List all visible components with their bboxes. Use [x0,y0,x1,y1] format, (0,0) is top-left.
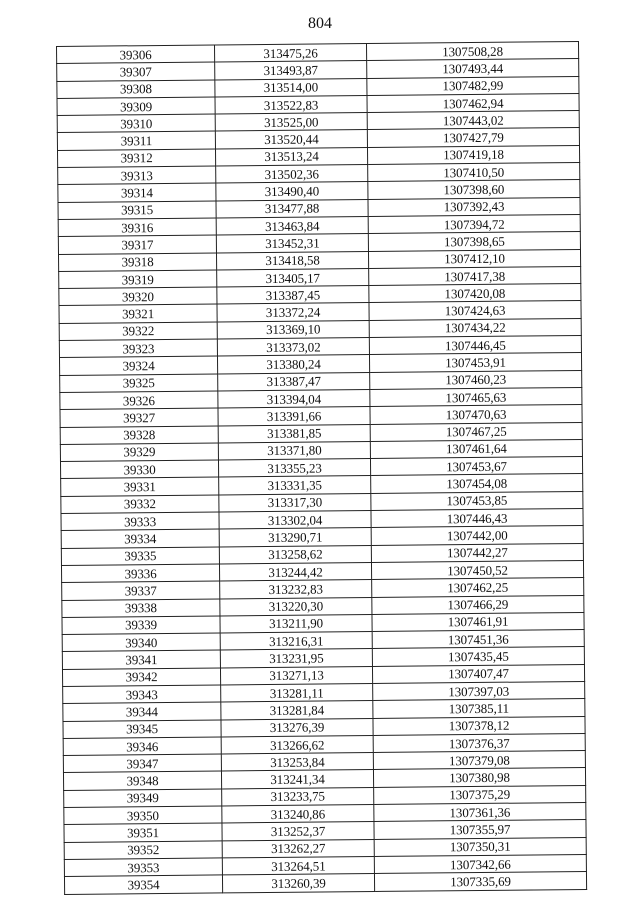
point-number-cell: 39335 [61,547,219,566]
y-coordinate-cell: 1307376,37 [373,733,585,752]
y-coordinate-cell: 1307335,69 [374,872,586,891]
x-coordinate-cell: 313317,30 [219,493,371,512]
point-number-cell: 39338 [62,598,220,617]
y-coordinate-cell: 1307467,25 [370,422,582,441]
point-number-cell: 39328 [60,425,218,444]
y-coordinate-cell: 1307378,12 [373,716,585,735]
y-coordinate-cell: 1307417,38 [369,266,581,285]
y-coordinate-cell: 1307435,45 [372,647,584,666]
point-number-cell: 39349 [64,789,222,808]
y-coordinate-cell: 1307451,36 [372,630,584,649]
point-number-cell: 39321 [59,304,217,323]
x-coordinate-cell: 313264,51 [222,856,374,875]
y-coordinate-cell: 1307442,00 [371,526,583,545]
y-coordinate-cell: 1307443,02 [367,111,579,130]
x-coordinate-cell: 313418,58 [216,251,368,270]
point-number-cell: 39351 [64,823,222,842]
point-number-cell: 39319 [59,270,217,289]
point-number-cell: 39334 [61,529,219,548]
point-number-cell: 39327 [60,408,218,427]
x-coordinate-cell: 313355,23 [218,459,370,478]
y-coordinate-cell: 1307420,08 [369,284,581,303]
point-number-cell: 39318 [58,253,216,272]
point-number-cell: 39309 [57,97,215,116]
point-number-cell: 39329 [60,443,218,462]
point-number-cell: 39333 [61,512,219,531]
point-number-cell: 39353 [64,858,222,877]
point-number-cell: 39326 [60,391,218,410]
x-coordinate-cell: 313463,84 [216,216,368,235]
x-coordinate-cell: 313520,44 [215,130,367,149]
x-coordinate-cell: 313252,37 [222,822,374,841]
y-coordinate-cell: 1307342,66 [374,854,586,873]
x-coordinate-cell: 313369,10 [217,320,369,339]
x-coordinate-cell: 313233,75 [222,787,374,806]
x-coordinate-cell: 313391,66 [218,407,370,426]
y-coordinate-cell: 1307397,03 [373,681,585,700]
x-coordinate-cell: 313281,84 [221,701,373,720]
y-coordinate-cell: 1307412,10 [368,249,580,268]
y-coordinate-cell: 1307434,22 [369,318,581,337]
point-number-cell: 39323 [59,339,217,358]
y-coordinate-cell: 1307462,94 [367,93,579,112]
x-coordinate-cell: 313513,24 [215,147,367,166]
x-coordinate-cell: 313262,27 [222,839,374,858]
x-coordinate-cell: 313387,47 [218,372,370,391]
y-coordinate-cell: 1307424,63 [369,301,581,320]
x-coordinate-cell: 313381,85 [218,424,370,443]
table-row [64,872,586,894]
x-coordinate-cell: 313394,04 [218,389,370,408]
y-coordinate-cell: 1307375,29 [374,785,586,804]
y-coordinate-cell: 1307470,63 [370,405,582,424]
point-number-cell: 39331 [61,477,219,496]
point-number-cell: 39348 [63,771,221,790]
x-coordinate-cell: 313387,45 [217,286,369,305]
y-coordinate-cell: 1307446,45 [369,336,581,355]
point-number-cell: 39344 [63,702,221,721]
x-coordinate-cell: 313241,34 [221,770,373,789]
x-coordinate-cell: 313373,02 [217,338,369,357]
point-number-cell: 39347 [63,754,221,773]
point-number-cell: 39306 [57,45,215,64]
y-coordinate-cell: 1307453,91 [369,353,581,372]
point-number-cell: 39354 [64,875,222,894]
y-coordinate-cell: 1307410,50 [368,163,580,182]
x-coordinate-cell: 313290,71 [219,528,371,547]
x-coordinate-cell: 313281,11 [221,683,373,702]
point-number-cell: 39311 [57,131,215,150]
point-number-cell: 39352 [64,841,222,860]
point-number-cell: 39316 [58,218,216,237]
x-coordinate-cell: 313253,84 [221,753,373,772]
x-coordinate-cell: 313271,13 [220,666,372,685]
point-number-cell: 39346 [63,737,221,756]
x-coordinate-cell: 313232,83 [220,580,372,599]
point-number-cell: 39312 [58,149,216,168]
y-coordinate-cell: 1307398,60 [368,180,580,199]
x-coordinate-cell: 313331,35 [219,476,371,495]
y-coordinate-cell: 1307460,23 [370,370,582,389]
y-coordinate-cell: 1307442,27 [371,543,583,562]
x-coordinate-cell: 313502,36 [216,165,368,184]
x-coordinate-cell: 313211,90 [220,614,372,633]
y-coordinate-cell: 1307453,67 [370,457,582,476]
point-number-cell: 39310 [57,114,215,133]
y-coordinate-cell: 1307398,65 [368,232,580,251]
y-coordinate-cell: 1307355,97 [374,820,586,839]
coordinates-table [56,41,587,895]
point-number-cell: 39308 [57,80,215,99]
y-coordinate-cell: 1307453,85 [371,491,583,510]
point-number-cell: 39322 [59,322,217,341]
y-coordinate-cell: 1307461,91 [372,612,584,631]
x-coordinate-cell: 313514,00 [215,78,367,97]
x-coordinate-cell: 313302,04 [219,511,371,530]
x-coordinate-cell: 313220,30 [220,597,372,616]
point-number-cell: 39341 [62,650,220,669]
y-coordinate-cell: 1307407,47 [372,664,584,683]
y-coordinate-cell: 1307394,72 [368,214,580,233]
x-coordinate-cell: 313522,83 [215,95,367,114]
y-coordinate-cell: 1307466,29 [372,595,584,614]
point-number-cell: 39320 [59,287,217,306]
x-coordinate-cell: 313240,86 [222,805,374,824]
y-coordinate-cell: 1307482,99 [367,76,579,95]
x-coordinate-cell: 313525,00 [215,113,367,132]
y-coordinate-cell: 1307419,18 [367,145,579,164]
x-coordinate-cell: 313276,39 [221,718,373,737]
y-coordinate-cell: 1307450,52 [371,560,583,579]
point-number-cell: 39342 [62,668,220,687]
x-coordinate-cell: 313477,88 [216,199,368,218]
point-number-cell: 39325 [60,374,218,393]
x-coordinate-cell: 313380,24 [217,355,369,374]
point-number-cell: 39337 [62,581,220,600]
y-coordinate-cell: 1307361,36 [374,803,586,822]
point-number-cell: 39343 [63,685,221,704]
point-number-cell: 39339 [62,616,220,635]
y-coordinate-cell: 1307454,08 [371,474,583,493]
point-number-cell: 39313 [58,166,216,185]
x-coordinate-cell: 313216,31 [220,632,372,651]
point-number-cell: 39314 [58,183,216,202]
point-number-cell: 39315 [58,201,216,220]
y-coordinate-cell: 1307462,25 [372,578,584,597]
point-number-cell: 39324 [59,356,217,375]
x-coordinate-cell: 313266,62 [221,735,373,754]
y-coordinate-cell: 1307379,08 [373,751,585,770]
y-coordinate-cell: 1307427,79 [367,128,579,147]
point-number-cell: 39340 [62,633,220,652]
y-coordinate-cell: 1307493,44 [367,59,579,78]
y-coordinate-cell: 1307385,11 [373,699,585,718]
y-coordinate-cell: 1307446,43 [371,508,583,527]
point-number-cell: 39350 [64,806,222,825]
x-coordinate-cell: 313244,42 [219,562,371,581]
y-coordinate-cell: 1307380,98 [373,768,585,787]
point-number-cell: 39307 [57,62,215,81]
y-coordinate-cell: 1307461,64 [370,439,582,458]
y-coordinate-cell: 1307392,43 [368,197,580,216]
page-number: 804 [308,15,332,32]
y-coordinate-cell: 1307508,28 [366,41,578,60]
point-number-cell: 39332 [61,495,219,514]
x-coordinate-cell: 313452,31 [216,234,368,253]
x-coordinate-cell: 313231,95 [220,649,372,668]
y-coordinate-cell: 1307350,31 [374,837,586,856]
x-coordinate-cell: 313372,24 [217,303,369,322]
x-coordinate-cell: 313490,40 [216,182,368,201]
point-number-cell: 39345 [63,720,221,739]
x-coordinate-cell: 313260,39 [222,874,374,893]
x-coordinate-cell: 313371,80 [218,441,370,460]
point-number-cell: 39336 [61,564,219,583]
x-coordinate-cell: 313405,17 [217,268,369,287]
x-coordinate-cell: 313258,62 [219,545,371,564]
x-coordinate-cell: 313475,26 [214,44,366,63]
point-number-cell: 39330 [60,460,218,479]
point-number-cell: 39317 [58,235,216,254]
y-coordinate-cell: 1307465,63 [370,387,582,406]
x-coordinate-cell: 313493,87 [215,61,367,80]
coordinates-table-body [57,41,587,894]
